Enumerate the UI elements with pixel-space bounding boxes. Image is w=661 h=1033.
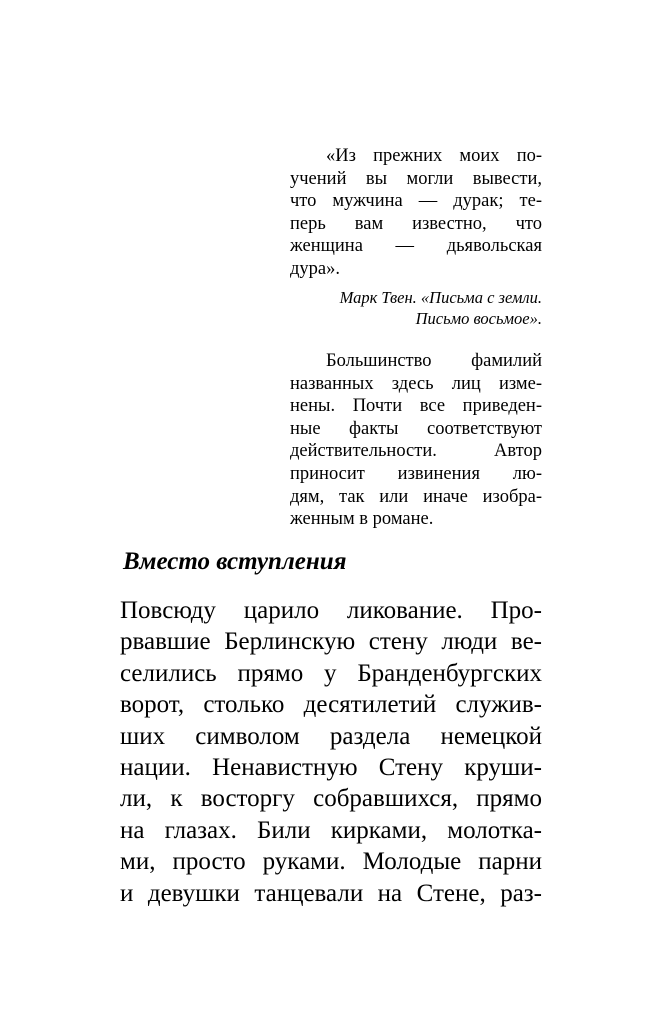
source-line: Марк Твен. «Письма с земли. [339,288,542,307]
body-line: на глазах. Били кирками, молотка- [120,816,542,844]
epigraph-line: что мужчина — дурак; те- [290,191,542,212]
epigraph-line: женщина — дьявольская [290,236,542,257]
body-line: ли, к восторгу собравшихся, прямо [120,785,542,813]
note-line: приносит извинения лю- [290,463,542,484]
body-line: и девушки танцевали на Стене, раз- [120,879,542,907]
chapter-heading: Вместо вступления [123,548,347,575]
body-text [120,595,542,909]
epigraph-line: «Из прежних моих по- [326,146,542,166]
body-line: ворот, столько десятилетий служив- [120,691,542,719]
epigraph [290,145,542,281]
epigraph-line: учений вы могли вывести, [290,168,542,189]
author-note [290,350,542,531]
body-line: рвавшие Берлинскую стену люди ве- [120,628,542,656]
source-line: Письмо восьмое». [415,309,542,328]
epigraph-line: дура». [290,258,340,279]
note-line: Большинство фамилий [326,351,542,371]
epigraph-line: перь вам известно, что [290,213,542,234]
body-line: ми, просто руками. Молодые парни [120,848,542,876]
body-line: Повсюду царило ликование. Про- [120,597,542,624]
note-line: действительности. Автор [290,441,542,462]
note-line: нены. Почти все приведен- [290,396,542,417]
note-line: дям, так или иначе изобра- [290,486,542,507]
body-line: нации. Ненавистную Стену круши- [120,754,542,782]
epigraph-source [290,287,542,329]
note-line: женным в романе. [290,509,434,530]
body-line: ших символом раздела немецкой [120,722,542,750]
body-line: селились прямо у Бранденбургских [120,659,542,687]
note-line: названных здесь лиц изме- [290,373,542,394]
note-line: ные факты соответствуют [290,418,542,439]
